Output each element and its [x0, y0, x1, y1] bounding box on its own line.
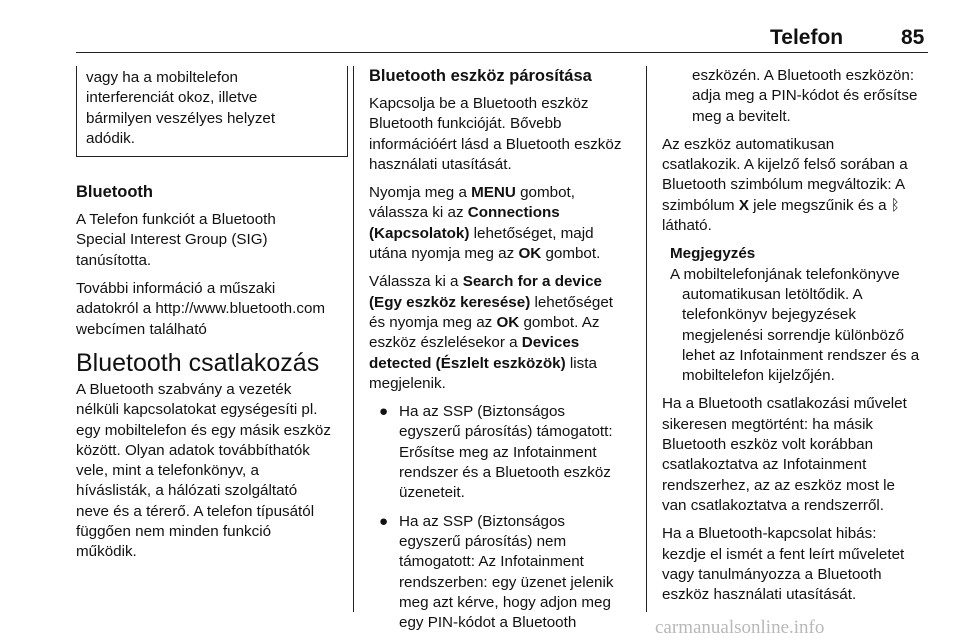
text-run: lehetőséget [530, 293, 614, 311]
text-line: kezdje el ismét a fent leírt műveletet [662, 545, 905, 563]
menu-option-label: detected (Észlelt eszközök) [369, 354, 566, 372]
connection-paragraph [76, 380, 348, 563]
bullet-icon: ● [379, 403, 389, 421]
text-run: lehetőséget, majd [469, 224, 594, 242]
text-line: eszköz használati utasítását. [662, 586, 857, 604]
text-line: rendszer és a Bluetooth eszköz [399, 464, 611, 482]
text-line: A mobiltelefonjának telefonkönyve [670, 265, 900, 283]
bluetooth-heading: Bluetooth [76, 183, 153, 202]
text-line: Bluetooth szimbólum megváltozik: A [662, 176, 906, 194]
text-line: híváslisták, a hálózati szolgáltató [76, 482, 298, 500]
column-left [76, 66, 348, 571]
text-line: telefonkönyv bejegyzések [682, 306, 856, 324]
failure-paragraph [662, 524, 934, 605]
text-line: A Telefon funkciót a Bluetooth [76, 211, 276, 229]
bullet-continuation [662, 66, 934, 127]
menu-option-label: Search for a device [462, 273, 602, 291]
text-run: utána nyomja meg az [369, 245, 519, 263]
section-title: Telefon [770, 26, 844, 49]
text-line: Kapcsolja be a Bluetooth eszköz [369, 95, 589, 112]
menu-key-label: MENU [471, 184, 516, 202]
text-line: megjelenik. [369, 374, 446, 392]
text-line: A Bluetooth szabvány a vezeték [76, 380, 292, 398]
menu-instruction-paragraph [369, 183, 641, 264]
bluetooth-paragraph [76, 210, 348, 271]
text-line: nélküli kapcsolatokat egységesíti pl. [76, 401, 318, 419]
text-line: működik. [76, 543, 137, 561]
text-line: látható. [662, 217, 712, 235]
text-line: függően nem minden funkció [76, 523, 272, 541]
text-line: lehet az Infotainment rendszer és a [682, 346, 920, 364]
text-line: Ha a Bluetooth-kapcsolat hibás: [662, 525, 877, 543]
text-line: neve és a térerő. A telefon típusától [76, 502, 315, 520]
warning-note-box [76, 66, 348, 157]
text-run: eszköz észlelésekor a [369, 334, 522, 352]
text-line: egyszerű párosítás) támogatott: [399, 423, 613, 441]
column-divider [646, 66, 647, 612]
text-line: További információ a műszaki [76, 280, 276, 298]
text-line: Bluetooth funkcióját. Bővebb [369, 115, 562, 133]
text-line: Az eszköz automatikusan [662, 135, 835, 153]
text-run: gombot. Az [519, 313, 600, 331]
text-line: üzeneteit. [399, 484, 465, 502]
text-line: eszközén. A Bluetooth eszközön: [692, 67, 915, 84]
ok-key-label: OK [496, 313, 520, 331]
text-line: információért lásd a Bluetooth eszköz [369, 135, 622, 153]
column-divider [353, 66, 354, 612]
x-symbol-label: X [738, 196, 749, 214]
bullet-item [369, 512, 641, 634]
text-line: egy mobiltelefon és egy másik eszköz [76, 421, 331, 439]
text-line: rendszerben: egy üzenet jelenik [399, 573, 614, 591]
text-line: egy PIN-kódot a Bluetooth [399, 614, 577, 632]
text-line: meg azt kérve, hogy adjon meg [399, 593, 611, 611]
note-heading: Megjegyzés [670, 245, 756, 263]
text-line: webcímen található [76, 320, 207, 338]
text-line: Special Interest Group (SIG) [76, 231, 268, 249]
bluetooth-connection-heading: Bluetooth csatlakozás [76, 348, 320, 377]
text-run: válassza ki az [369, 204, 468, 222]
ok-key-label: OK [518, 245, 542, 263]
column-middle [369, 66, 641, 641]
bluetooth-icon: ᛒ [890, 196, 900, 214]
text-line: adja meg a PIN-kódot és erősítse [692, 87, 918, 105]
text-run: szimbólum [662, 196, 739, 214]
pairing-intro-paragraph [369, 94, 641, 175]
page-number: 85 [901, 26, 925, 49]
text-line: rendszerhez, az az eszköz most le [662, 476, 895, 494]
bullet-icon: ● [379, 512, 389, 530]
text-run: jele megszűnik és a [748, 196, 891, 214]
text-run: gombot, [515, 184, 575, 202]
text-line: sikeresen megtörtént: ha másik [662, 415, 874, 433]
menu-option-label: Connections [467, 204, 560, 222]
success-paragraph [662, 394, 934, 516]
text-run: lista [565, 354, 597, 372]
text-line: Bluetooth eszköz volt korábban [662, 436, 874, 454]
text-line: Ha a Bluetooth csatlakozási művelet [662, 395, 907, 413]
note-line: bármilyen veszélyes helyzet [86, 109, 276, 127]
note-line: vagy ha a mobiltelefon [86, 69, 238, 86]
text-line: adatokról a http://www.bluetooth.com [76, 300, 326, 318]
menu-option-label: (Egy eszköz keresése) [369, 293, 531, 311]
menu-option-label: (Kapcsolatok) [369, 224, 470, 242]
column-right [662, 66, 934, 613]
bullet-item [369, 402, 641, 503]
header-rule [76, 52, 928, 53]
note-block [662, 244, 934, 386]
text-line: van csatlakoztatva a rendszerről. [662, 496, 885, 514]
pairing-heading: Bluetooth eszköz párosítása [369, 67, 592, 85]
text-line: használati utasítását. [369, 155, 512, 173]
text-run: Válassza ki a [369, 273, 463, 291]
note-line: interferenciát okoz, illetve [86, 89, 258, 107]
watermark: carmanualsonline.info [655, 617, 825, 638]
text-line: megjelenési sorrendje különböző [682, 326, 905, 344]
text-line: csatlakozik. A kijelző felső sorában a [662, 156, 908, 174]
text-line: között. Olyan adatok továbbíthatók [76, 441, 310, 459]
note-line: adódik. [86, 129, 135, 147]
text-line: Erősítse meg az Infotainment [399, 443, 597, 461]
auto-connect-paragraph [662, 135, 934, 236]
text-run: és nyomja meg az [369, 313, 497, 331]
text-line: meg a bevitelt. [692, 107, 791, 125]
text-line: automatikusan letöltődik. A [682, 285, 863, 303]
bluetooth-info-paragraph [76, 279, 348, 340]
text-line: Ha az SSP (Biztonságos [399, 403, 566, 421]
text-run: gombot. [541, 245, 601, 263]
menu-option-label: Devices [521, 334, 580, 352]
text-line: tanúsította. [76, 251, 152, 269]
text-line: egyszerű párosítás) nem [399, 532, 567, 550]
search-instruction-paragraph [369, 272, 641, 394]
text-line: vele, mint a telefonkönyv, a [76, 462, 259, 480]
text-line: vagy tanulmányozza a Bluetooth [662, 565, 882, 583]
text-line: csatlakoztatva az Infotainment [662, 456, 867, 474]
text-run: Nyomja meg a [369, 184, 472, 202]
text-line: Ha az SSP (Biztonságos [399, 512, 566, 530]
text-line: mobiltelefon kijelzőjén. [682, 367, 835, 385]
text-line: támogatott: Az Infotainment [399, 553, 584, 571]
